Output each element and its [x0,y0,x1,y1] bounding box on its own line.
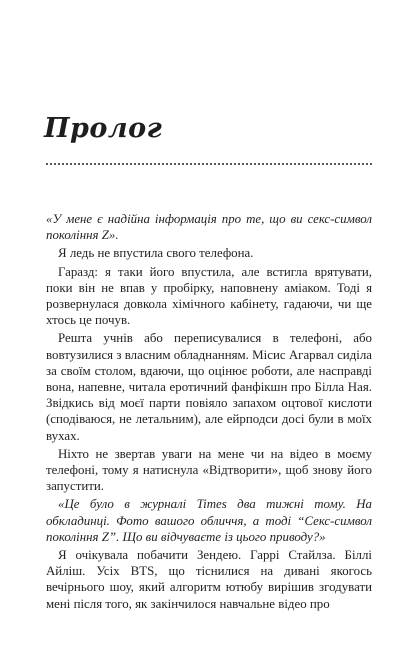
chapter-title: Пролог [44,113,163,144]
paragraph-6: «Це було в журналі Times два тижні тому. На обкладинці. Фото вашого обличчя, а тоді “Секс-символ покоління Z”. Що ви відчуваєте із цього приводу?» [46,497,372,544]
paragraph-4: Решта учнів або переписувалися в телефоні, або вовтузилися з власним обладнанням. Місис Агарвал сиділа за своїм столом, вдаючи, що оцінює роботи, але насправді вона, напевне, читала еротичний фанфікшн про Білла Ная. Звідкись від моєї парти повіяло запахом оцтової кислоти (сподіваюся, не летальним), але ейрподси досі були в моїх вухах. [46,331,372,443]
chapter-divider [46,163,372,165]
paragraph-7: Я очікувала побачити Зендею. Гаррі Стайлза. Біллі Айліш. Усіх BTS, що тіснилися на дивані якогось вечірнього шоу, який алгоритм ютюбу вирішив згодувати мені після того, як закінчилося навчальне відео про [46,548,372,611]
paragraph-1: «У мене є надійна інформація про те, що ви секс-символ покоління Z». [46,212,372,243]
chapter-body [46,211,372,614]
paragraph-5: Ніхто не звертав уваги на мене чи на відео в моєму телефоні, тому я натиснула «Відтворити», щоб знову його запустити. [46,446,372,494]
paragraph-3: Гаразд: я таки його впустила, але встигла врятувати, поки він не впав у пробірку, наповнену аміаком. Тоді я розвернулася довкола хімічного кабінету, гадаючи, чи ще хтось це почув. [46,264,372,328]
paragraph-2: Я ледь не впустила свого телефона. [58,246,254,261]
